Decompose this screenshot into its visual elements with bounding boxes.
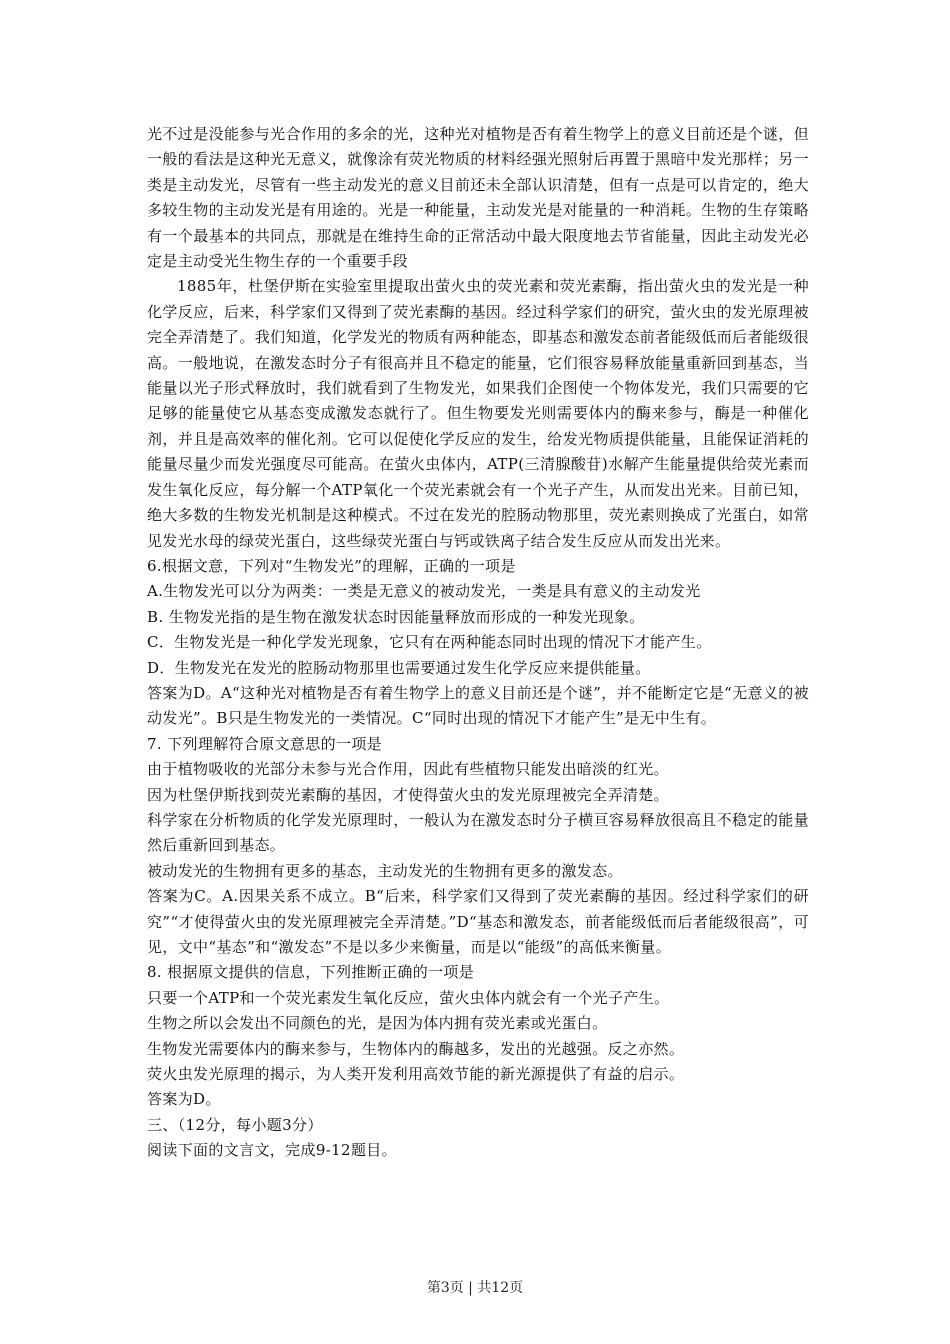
question-7-option-d: 被动发光的生物拥有更多的基态，主动发光的生物拥有更多的激发态。 (147, 861, 623, 880)
page-footer: 第3页 | 共12页 (426, 1280, 524, 1296)
passage-paragraph-2: 1885年，杜堡伊斯在实验室里提取出萤火虫的荧光素和荧光素酶，指出萤火虫的发光是一种化学反应，后来，科学家们又得到了荧光素酶的基因。经过科学家们的研究，萤火虫的发光原理被完全弄清楚了。我们知道，化学发光的物质有两种能态，即基态和激发态前者能级低而后者能级很高。一般地说，在激发态时分子有很高并且不稳定的能量，它们很容易释放能量重新回到基态，当能量以光子形式释放时，我们就看到了生物发光，如果我们企图使一个物体发光，我们只需要的它足够的能量使它从基态变成激发态就行了。但生物要发光则需要体内的酶来参与，酶是一种催化剂，并且是高效率的催化剂。它可以促使化学反应的发生，给发光物质提供能量，且能保证消耗的能量尽量少而发光强度尽可能高。在萤火虫体内，ATP(三清腺酸苷)水解产生能量提供给荧光素而发生氧化反应，每分解一个ATP氧化一个荧光素就会有一个光子产生，从而发出光来。目前已知，绝大多数的生物发光机制是这种模式。不过在发光的腔肠动物那里，荧光素则换成了光蛋白，如常见发光水母的绿荧光蛋白，这些绿荧光蛋白与钙或铁离子结合发生反应从而发出光来。 (147, 277, 809, 550)
question-6-option-c: C．生物发光是一种化学发光现象，它只有在两种能态同时出现的情况下才能产生。 (147, 633, 712, 652)
question-8-option-b: 生物之所以会发出不同颜色的光，是因为体内拥有荧光素或光蛋白。 (147, 1014, 608, 1033)
question-7-option-c: 科学家在分析物质的化学发光原理时，一般认为在激发态时分子横亘容易释放很高且不稳定的能量然后重新回到基态。 (147, 810, 809, 855)
question-6-option-b: B. 生物发光指的是生物在激发状态时因能量释放而形成的一种发光现象。 (147, 607, 645, 626)
passage-paragraph-1: 光不过是没能参与光合作用的多余的光，这种光对植物是否有着生物学上的意义目前还是个谜，但一般的看法是这种光无意义，就像涂有荧光物质的材料经强光照射后再置于黑暗中发光那样；另一类是主动发光，尽管有一些主动发光的意义目前还未全部认识清楚，但有一点是可以肯定的，绝大多较生物的主动发光是有用途的。光是一种能量，主动发光是对能量的一种消耗。生物的生存策略有一个最基本的共同点，那就是在维持生命的正常活动中最大限度地去节省能量，因此主动发光必定是主动受光生物生存的一个重要手段 (147, 125, 809, 271)
question-8-answer: 答案为D。 (147, 1090, 221, 1109)
question-8-option-d: 荧火虫发光原理的揭示，为人类开发利用高效节能的新光源提供了有益的启示。 (147, 1065, 685, 1084)
question-8-stem: 8. 根据原文提供的信息，下列推断正确的一项是 (147, 963, 475, 982)
question-7-stem: 7. 下列理解符合原文意思的一项是 (147, 734, 383, 753)
question-7-option-b: 因为杜堡伊斯找到荧光素酶的基因，才使得萤火虫的发光原理被完全弄清楚。 (147, 785, 669, 804)
question-6-stem: 6.根据文意，下列对“生物发光”的理解，正确的一项是 (147, 556, 516, 575)
question-8-option-c: 生物发光需要体内的酶来参与，生物体内的酶越多，发出的光越强。反之亦然。 (147, 1039, 685, 1058)
question-6-option-d: D．生物发光在发光的腔肠动物那里也需要通过发生化学反应来提供能量。 (147, 658, 651, 677)
question-7-answer: 答案为C。A.因果关系不成立。B“后来，科学家们又得到了荧光素酶的基因。经过科学家们的研究”“才使得萤火虫的发光原理被完全弄清楚。”D“基态和激发态，前者能级低而后者能级很高”，可见，文中“基态”和“激发态”不是以多少来衡量，而是以“能级”的高低来衡量。 (147, 887, 809, 956)
section-3-heading: 三、（12分，每小题3分） (147, 1115, 323, 1134)
question-8-option-a: 只要一个ATP和一个荧光素发生氧化反应，萤火虫体内就会有一个光子产生。 (147, 988, 670, 1007)
question-6-option-a: A.生物发光可以分为两类：一类是无意义的被动发光，一类是具有意义的主动发光 (147, 582, 701, 601)
section-3-instruction: 阅读下面的文言文，完成9-12题目。 (147, 1141, 398, 1160)
question-7-option-a: 由于植物吸收的光部分未参与光合作用，因此有些植物只能发出暗淡的红光。 (147, 760, 669, 779)
question-6-answer: 答案为D。A“这种光对植物是否有着生物学上的意义目前还是个谜”，并不能断定它是“无意义的被动发光”。B只是生物发光的一类情况。C“同时出现的情况下才能产生”是无中生有。 (147, 683, 809, 728)
document-body (147, 122, 809, 1164)
